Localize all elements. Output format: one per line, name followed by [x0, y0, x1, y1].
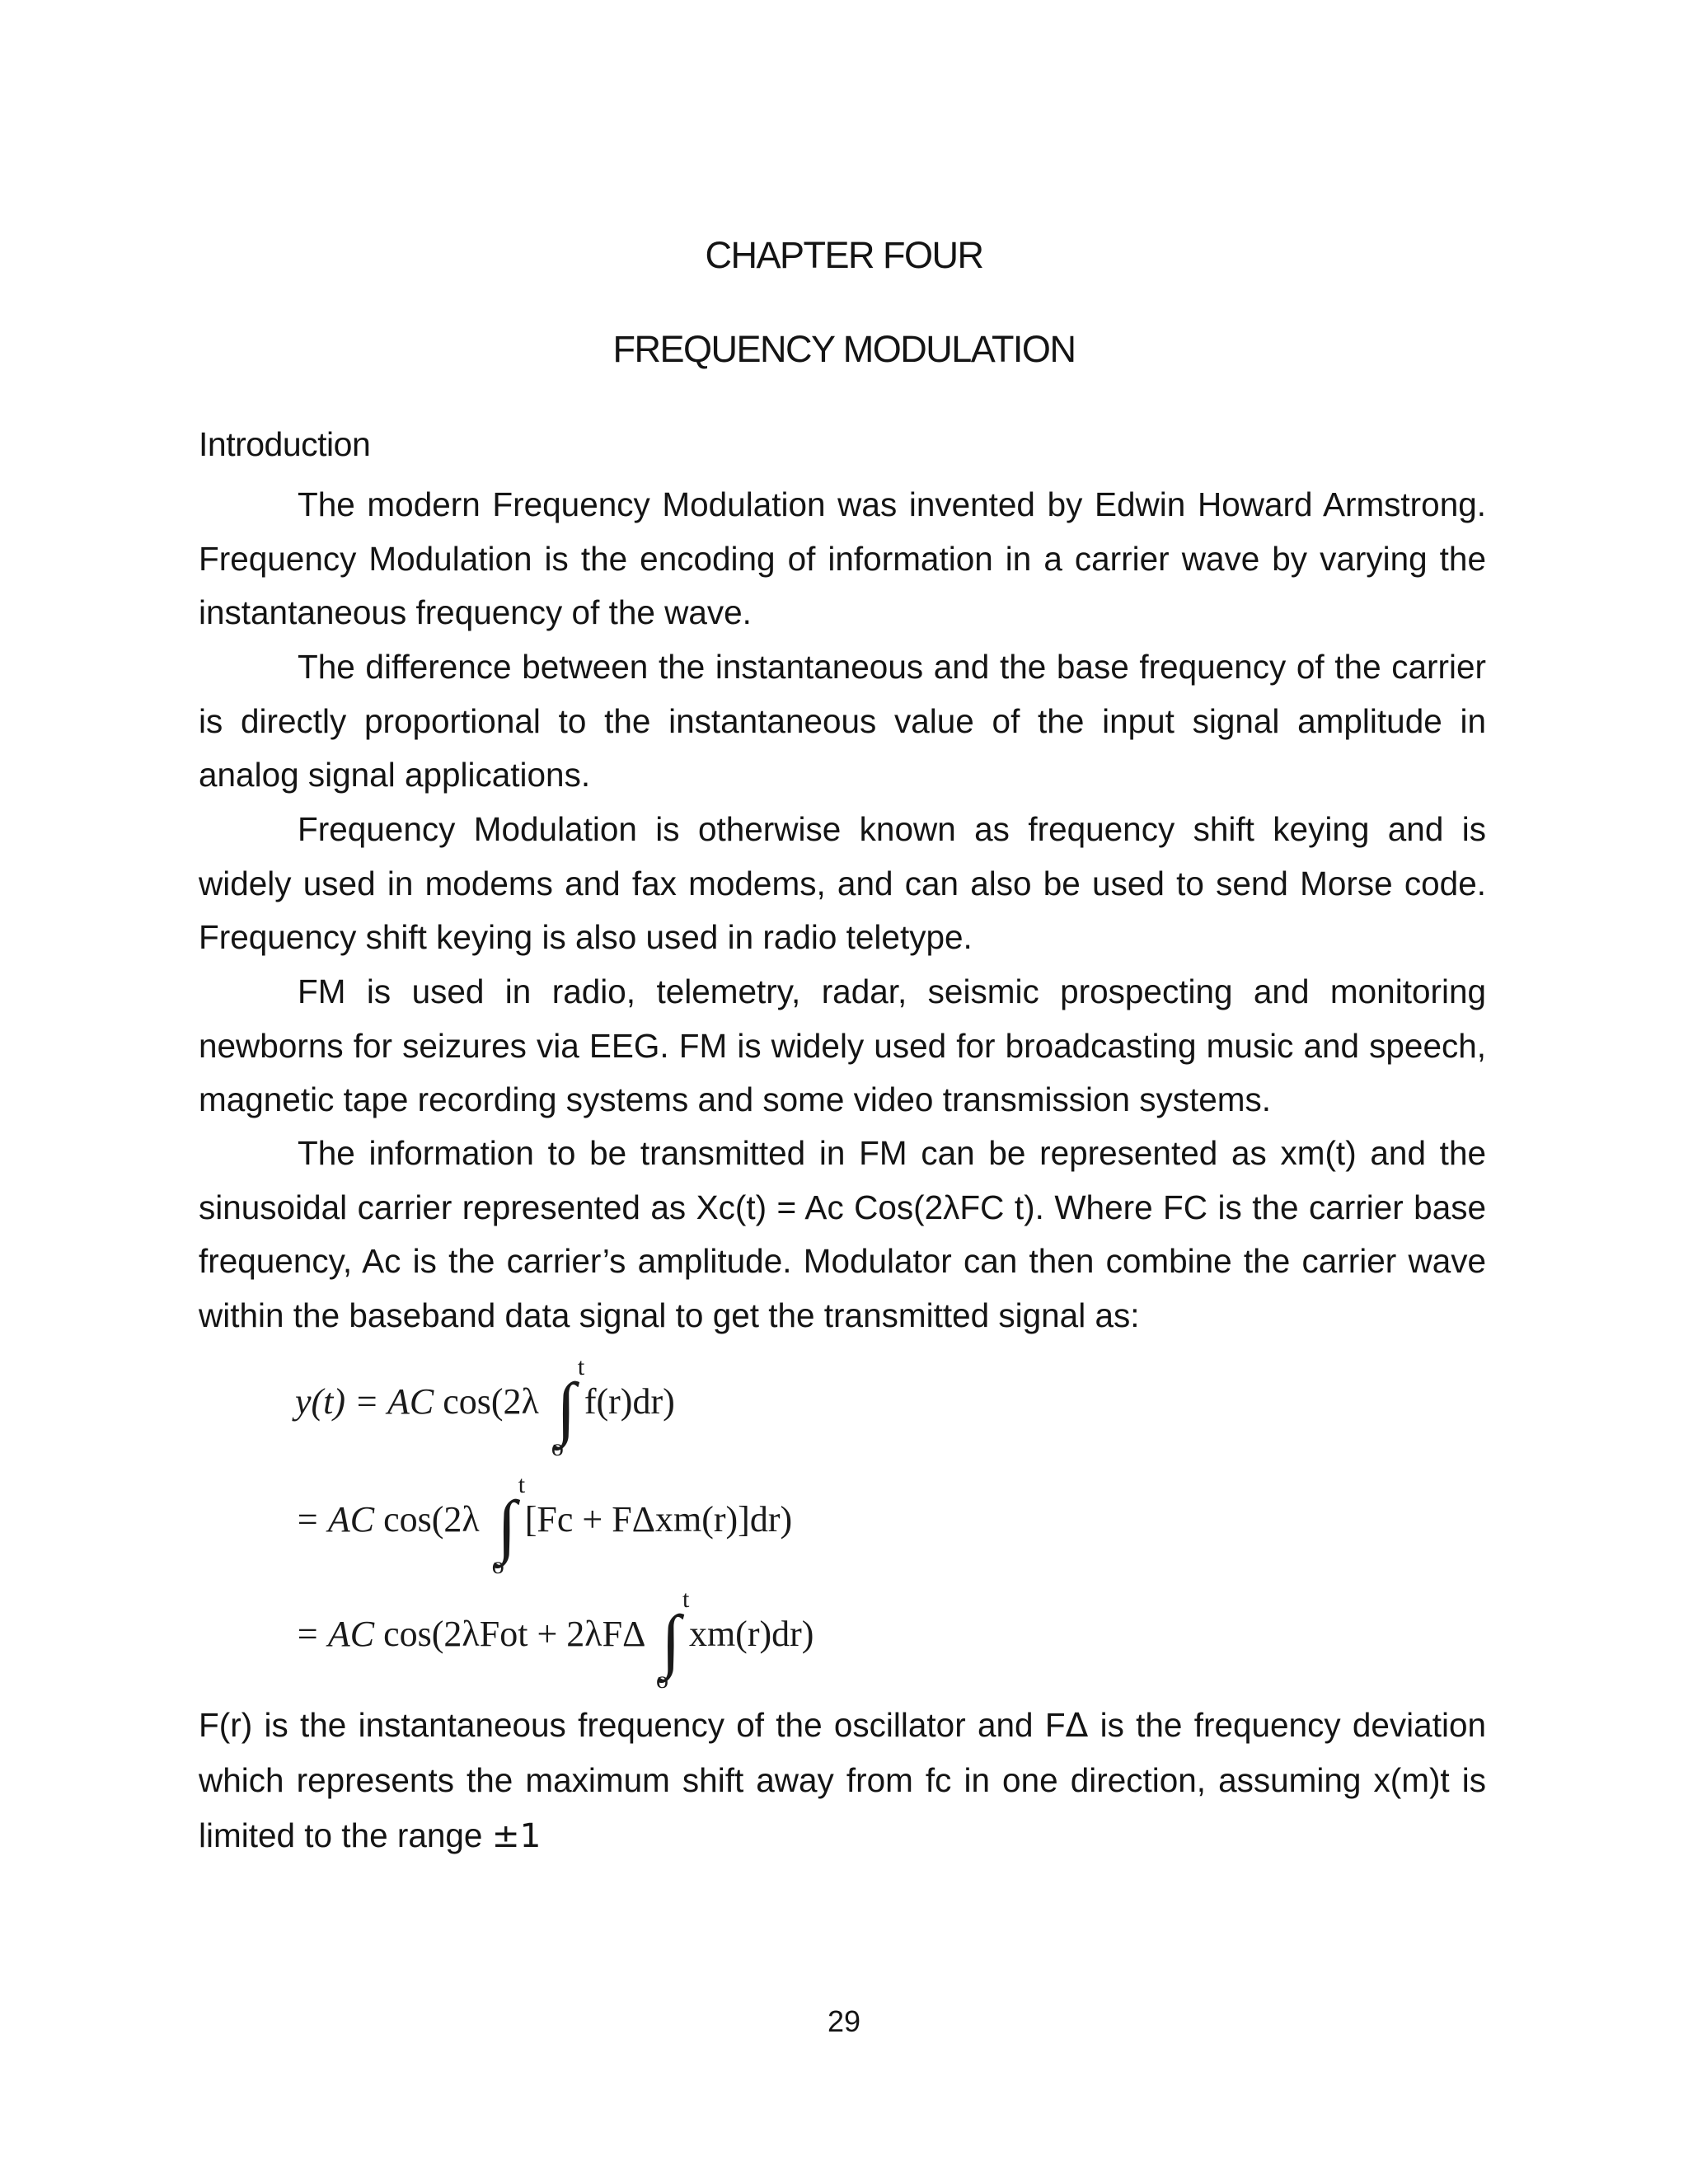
equation-prefix: cos(2λ — [374, 1499, 489, 1540]
subheading-introduction: Introduction — [199, 425, 371, 463]
paragraph-armstrong: The modern Frequency Modulation was invented by Edwin Howard Armstrong. Frequency Modulation is the encoding of information in a carrier wave by varying the instantaneous frequency of the wave. — [199, 485, 1486, 631]
equation-lhs: y(t) = AC — [295, 1381, 434, 1422]
equation-line-2 — [295, 1471, 793, 1579]
upper-limit: t — [518, 1471, 526, 1498]
paragraph-fm-uses: FM is used in radio, telemetry, radar, seismic prospecting and monitoring newborns for seizures via EEG. FM is widely used for broadcasting music and speech, magnetic tape recording systems and some video transmission systems. — [199, 972, 1486, 1118]
chapter-title: CHAPTER FOUR — [705, 234, 983, 276]
integral-sign: ∫ t o — [655, 1586, 690, 1694]
equation-lhs: = AC — [295, 1499, 375, 1540]
equation-integrand: [Fc + FΔxm(r)]dr) — [524, 1499, 793, 1540]
equation-line-3 — [295, 1586, 814, 1694]
paragraph-carrier: The information to be transmitted in FM can be represented as xm(t) and the sinusoidal carrier represented as Xc(t) = Ac Cos(2λFC t). Where FC is the carrier base frequency, Ac is the carrier’s amplitude. Modulator can then combine the carrier wave within the baseband data signal to get the transmitted signal as: — [199, 1134, 1486, 1334]
section-title: FREQUENCY MODULATION — [612, 328, 1076, 370]
integral-sign: ∫ t o — [551, 1353, 585, 1461]
paragraph-shift-keying: Frequency Modulation is otherwise known as frequency shift keying and is widely used in modems and fax modems, and can also be used to send Morse code. Frequency shift keying is also used in radio teletype. — [199, 810, 1486, 956]
equation-prefix: cos(2λFot + 2λFΔ — [374, 1614, 653, 1654]
equation-integrand: xm(r)dr) — [688, 1614, 814, 1654]
paragraph-closing — [199, 1698, 1486, 1863]
lower-limit: o — [655, 1666, 668, 1694]
lower-limit: o — [491, 1552, 504, 1579]
paragraph-difference: The difference between the instantaneous and the base frequency of the carrier is directly proportional to the instantaneous value of the input signal amplitude in analog signal applications. — [199, 648, 1486, 794]
closing-text-2: is the frequency deviation which represents the maximum shift away from fc in one direction, assuming x(m)t is limited to the range — [199, 1706, 1486, 1854]
equation-line-1 — [295, 1353, 675, 1461]
upper-limit: t — [682, 1586, 690, 1613]
delta-symbol: Δ — [1065, 1705, 1089, 1745]
integral-sign: ∫ t o — [491, 1471, 526, 1579]
upper-limit: t — [577, 1353, 585, 1380]
equation-prefix: cos(2λ — [434, 1381, 548, 1422]
equation-lhs: = AC — [295, 1614, 375, 1654]
page-number: 29 — [827, 2004, 861, 2038]
plus-minus-range: ±1 — [491, 1816, 542, 1855]
equation-integrand: f(r)dr) — [584, 1381, 675, 1422]
closing-text-1: F(r) is the instantaneous frequency of the oscillator and F — [199, 1706, 1066, 1744]
lower-limit: o — [551, 1434, 564, 1461]
